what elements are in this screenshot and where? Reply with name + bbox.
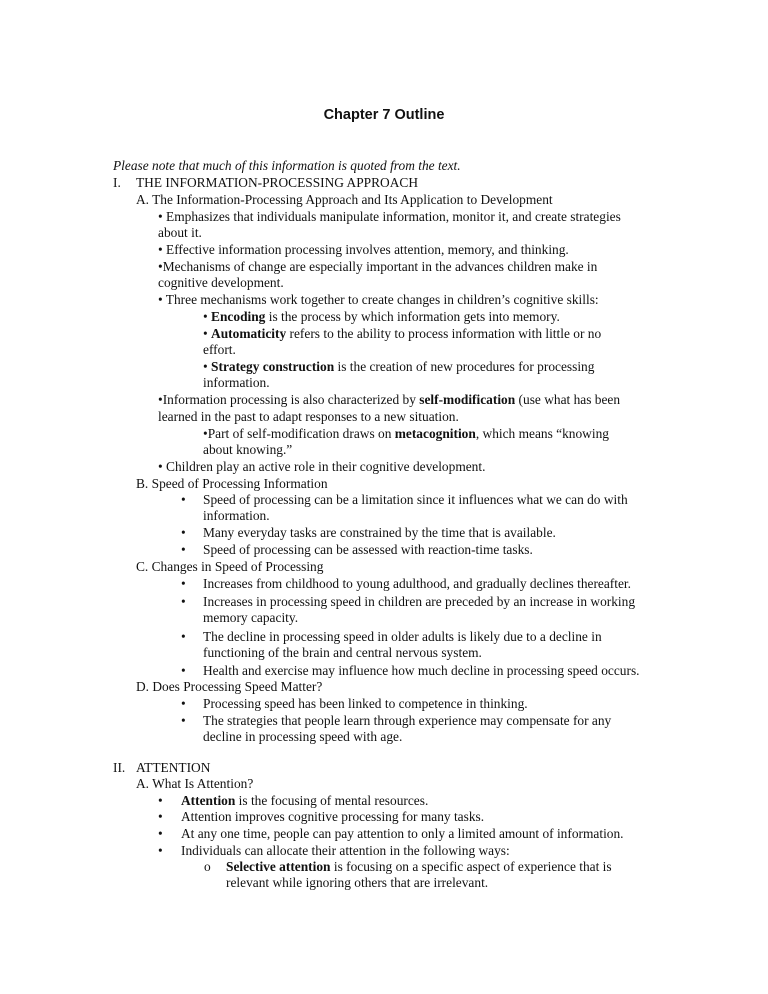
list-item: •Information processing is also characterized by self-modification (use what has been — [158, 392, 621, 407]
subsection-2a-heading: A. What Is Attention? — [136, 776, 254, 791]
page-title: Chapter 7 Outline — [323, 107, 445, 123]
list-item: • Emphasizes that individuals manipulate information, monitor it, and create strategies — [158, 209, 621, 224]
bullet-icon: • — [181, 525, 186, 540]
section-1-number: I. — [113, 175, 121, 190]
bullet-icon: • — [181, 629, 186, 644]
list-item: At any one time, people can pay attention to only a limited amount of information. — [181, 826, 624, 841]
list-item: Attention is the focusing of mental resources. — [181, 793, 429, 808]
list-item-cont: memory capacity. — [203, 610, 299, 625]
circle-bullet-icon: o — [204, 859, 211, 874]
subsection-1b-heading: B. Speed of Processing Information — [136, 476, 328, 491]
bullet-icon: • — [158, 843, 163, 858]
section-2-heading: ATTENTION — [136, 760, 211, 775]
list-item-cont: information. — [203, 508, 270, 523]
list-item: Processing speed has been linked to competence in thinking. — [203, 696, 528, 711]
bullet-icon: • — [181, 542, 186, 557]
list-item-cont: relevant while ignoring others that are irrelevant. — [226, 875, 489, 890]
bullet-icon: • — [181, 576, 186, 591]
section-2-number: II. — [113, 760, 126, 775]
mechanism-encoding: • Encoding is the process by which information gets into memory. — [203, 309, 560, 324]
list-item: Speed of processing can be a limitation since it influences what we can do with — [203, 492, 628, 507]
list-item: •Part of self-modification draws on metacognition, which means “knowing — [203, 426, 609, 441]
subsection-1d-heading: D. Does Processing Speed Matter? — [136, 679, 323, 694]
mechanism-automaticity: • Automaticity refers to the ability to process information with little or no — [203, 326, 602, 341]
bullet-icon: • — [181, 492, 186, 507]
list-item-selective-attention: Selective attention is focusing on a specific aspect of experience that is — [226, 859, 612, 874]
list-item-cont: decline in processing speed with age. — [203, 729, 403, 744]
bullet-icon: • — [181, 663, 186, 678]
section-1-heading: THE INFORMATION-PROCESSING APPROACH — [136, 175, 418, 190]
list-item: Increases from childhood to young adulthood, and gradually declines thereafter. — [203, 576, 631, 591]
note-text: Please note that much of this information is quoted from the text. — [113, 158, 461, 173]
list-item-cont: about knowing.” — [203, 442, 293, 457]
list-item: Attention improves cognitive processing for many tasks. — [181, 809, 485, 824]
list-item-cont: information. — [203, 375, 270, 390]
mechanism-strategy-construction: • Strategy construction is the creation of new procedures for processing — [203, 359, 595, 374]
list-item: The decline in processing speed in older adults is likely due to a decline in — [203, 629, 602, 644]
subsection-1c-heading: C. Changes in Speed of Processing — [136, 559, 324, 574]
bullet-icon: • — [158, 809, 163, 824]
bullet-icon: • — [181, 696, 186, 711]
list-item: • Effective information processing involves attention, memory, and thinking. — [158, 242, 569, 257]
list-item: Health and exercise may influence how much decline in processing speed occurs. — [203, 663, 640, 678]
list-item-cont: cognitive development. — [158, 275, 284, 290]
list-item: Speed of processing can be assessed with reaction-time tasks. — [203, 542, 533, 557]
list-item: • Children play an active role in their cognitive development. — [158, 459, 486, 474]
list-item-cont: about it. — [158, 225, 202, 240]
list-item: •Mechanisms of change are especially important in the advances children make in — [158, 259, 598, 274]
bullet-icon: • — [158, 793, 163, 808]
subsection-1a-heading: A. The Information-Processing Approach and Its Application to Development — [136, 192, 553, 207]
list-item: Many everyday tasks are constrained by the time that is available. — [203, 525, 556, 540]
list-item-cont: learned in the past to adapt responses to a new situation. — [158, 409, 459, 424]
list-item: Increases in processing speed in children are preceded by an increase in working — [203, 594, 636, 609]
list-item: • Three mechanisms work together to create changes in children’s cognitive skills: — [158, 292, 599, 307]
list-item-cont: effort. — [203, 342, 236, 357]
list-item-cont: functioning of the brain and central nervous system. — [203, 645, 482, 660]
bullet-icon: • — [181, 594, 186, 609]
list-item: The strategies that people learn through experience may compensate for any — [203, 713, 612, 728]
list-item: Individuals can allocate their attention in the following ways: — [181, 843, 510, 858]
bullet-icon: • — [181, 713, 186, 728]
bullet-icon: • — [158, 826, 163, 841]
